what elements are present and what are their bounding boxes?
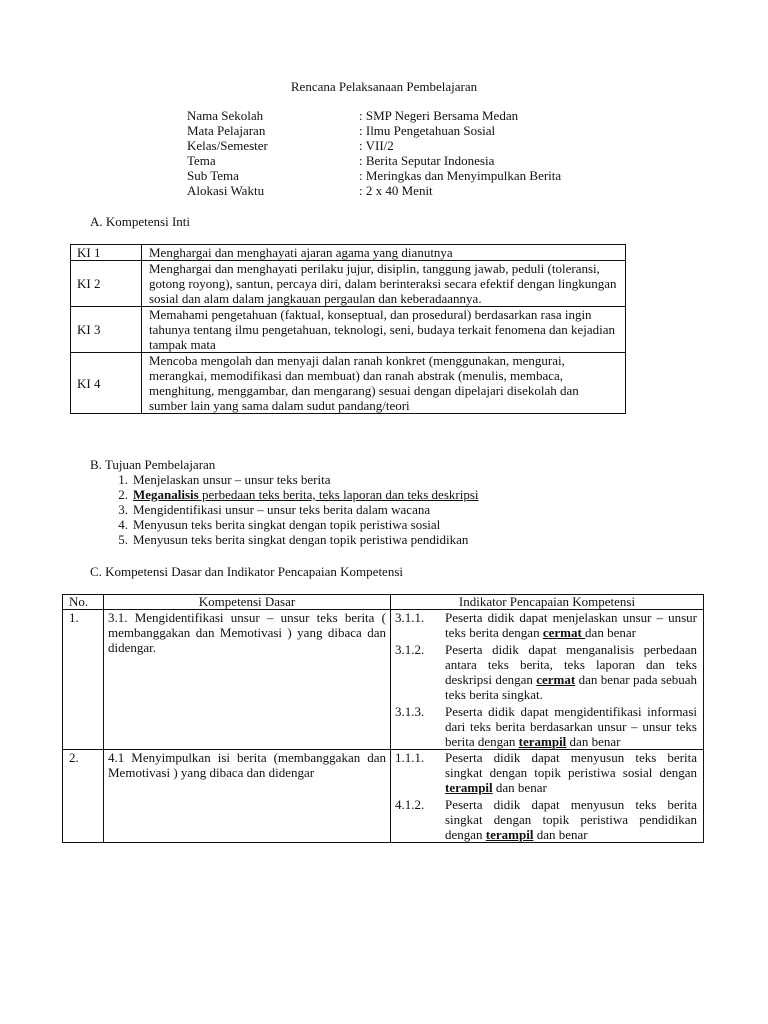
info-value: : SMP Negeri Bersama Medan: [359, 108, 519, 123]
row-number: 1.: [63, 610, 104, 750]
indikator-text: [445, 642, 697, 702]
indikator-item: [395, 750, 697, 795]
kd-content: [104, 750, 390, 780]
info-label: Alokasi Waktu: [187, 183, 265, 198]
col-header-kd: Kompetensi Dasar: [104, 595, 391, 610]
info-row: [187, 183, 561, 198]
table-row: [71, 245, 626, 261]
list-item: [90, 487, 479, 502]
indikator-item: [395, 610, 697, 640]
keyword: cermat: [542, 625, 586, 640]
list-number: 2.: [118, 487, 128, 502]
indikator-item: [395, 797, 697, 842]
kd-cell: [104, 750, 391, 843]
indikator-text-part: Peserta didik dapat mengidentifikasi informasi dari teks berita berdasarkan unsur – unsur teks berita dengan: [445, 704, 697, 749]
row-number: 2.: [63, 750, 104, 843]
list-item: [90, 532, 479, 547]
list-text: Mengidentifikasi unsur – unsur teks berita dalam wacana: [133, 502, 431, 517]
table-row: [71, 353, 626, 414]
info-value: : Berita Seputar Indonesia: [359, 153, 495, 168]
indikator-number: 3.1.1.: [395, 610, 425, 625]
ki-text: Menghargai dan menghayati ajaran agama yang dianutnya: [142, 245, 626, 261]
identity-block: [187, 108, 561, 198]
kd-number: 3.1.: [108, 610, 128, 625]
bold-keyword: Meganalisis: [133, 487, 199, 502]
ki-text: Memahami pengetahuan (faktual, konseptual, dan prosedural) berdasarkan rasa ingin tahunya tentang ilmu pengetahuan, teknologi, seni, budaya terkait fenomena dan kejadian tampak mata: [142, 307, 626, 353]
list-text-underlined: [133, 487, 479, 502]
ki-key: KI 4: [71, 353, 142, 414]
info-label: Tema: [187, 153, 216, 168]
indikator-number: 1.1.1.: [395, 750, 425, 765]
table-row: [63, 750, 704, 843]
indikator-cell: [391, 610, 704, 750]
section-b-heading: B. Tujuan Pembelajaran: [90, 457, 216, 472]
section-a-heading: A. Kompetensi Inti: [90, 214, 191, 229]
indikator-text-part: Peserta didik dapat menjelaskan unsur – unsur teks berita dengan: [445, 610, 697, 640]
indikator-number: 3.1.2.: [395, 642, 425, 657]
section-c-heading: C. Kompetensi Dasar dan Indikator Pencapaian Kompetensi: [90, 564, 403, 579]
keyword: terampil: [485, 827, 534, 842]
ki-key: KI 3: [71, 307, 142, 353]
kompetensi-dasar-table: [62, 594, 704, 843]
table-header-row: [63, 595, 704, 610]
list-number: 1.: [118, 472, 128, 487]
indikator-item: [395, 704, 697, 749]
keyword: cermat: [536, 672, 576, 687]
indikator-text-part: dan benar: [492, 780, 547, 795]
indikator-text: [445, 610, 697, 640]
info-label: Sub Tema: [187, 168, 239, 183]
indikator-text-part: dan benar: [585, 625, 636, 640]
info-value: : VII/2: [359, 138, 394, 153]
indikator-text-part: Peserta didik dapat menganalisis perbedaan antara teks berita, teks laporan dan teks deskripsi dengan: [445, 642, 697, 687]
list-number: 3.: [118, 502, 128, 517]
info-value: : Ilmu Pengetahuan Sosial: [359, 123, 496, 138]
list-item: [90, 502, 479, 517]
ki-key: KI 1: [71, 245, 142, 261]
table-row: [71, 307, 626, 353]
info-row: [187, 108, 561, 123]
info-label: Mata Pelajaran: [187, 123, 266, 138]
indikator-text-part: Peserta didik dapat menyusun teks berita singkat dengan topik peristiwa pendidikan dengan: [445, 797, 697, 842]
indikator-number: 4.1.2.: [395, 797, 425, 812]
col-header-no: No.: [63, 595, 104, 610]
kompetensi-inti-table: [70, 244, 626, 414]
tujuan-list: [90, 472, 479, 547]
indikator-text: [445, 750, 697, 795]
info-label: Nama Sekolah: [187, 108, 264, 123]
kd-cell: [104, 610, 391, 750]
indikator-number: 3.1.3.: [395, 704, 425, 719]
kd-content: [104, 610, 390, 655]
list-text: Menjelaskan unsur – unsur teks berita: [133, 472, 331, 487]
keyword: terampil: [445, 780, 493, 795]
list-text: Menyusun teks berita singkat dengan topik peristiwa pendidikan: [133, 532, 469, 547]
indikator-text: [445, 704, 697, 749]
list-item: [90, 517, 479, 532]
col-header-indikator: Indikator Pencapaian Kompetensi: [391, 595, 704, 610]
indikator-text-part: dan benar: [533, 827, 588, 842]
list-number: 5.: [118, 532, 128, 547]
indikator-text-part: dan benar: [566, 734, 621, 749]
ki-text: Menghargai dan menghayati perilaku jujur, disiplin, tanggung jawab, peduli (toleransi, gotong royong), santun, percaya diri, dalam berinteraksi secara efektif dengan lingkungan sosial dan alam dalam jangkauan pergaulan dan keberadaannya.: [142, 261, 626, 307]
indikator-text-part: dan benar pada sebuah teks berita singkat.: [445, 672, 698, 702]
indikator-cell: [391, 750, 704, 843]
indikator-text-part: Peserta didik dapat menyusun teks berita singkat dengan topik peristiwa sosial dengan: [445, 750, 697, 780]
info-value: : 2 x 40 Menit: [359, 183, 433, 198]
ki-text: Mencoba mengolah dan menyaji dalan ranah konkret (menggunakan, mengurai, merangkai, memodifikasi dan membuat) dan ranah abstrak (menulis, membaca, menghitung, menggambar, dan mengarang) sesuai dengan dipelajari disekolah dan sumber lain yang sama dalam sudut pandang/teori: [142, 353, 626, 414]
kd-text: Menyimpulkan isi berita (membanggakan dan Memotivasi ) yang dibaca dan didengar: [108, 750, 387, 780]
list-text: Menyusun teks berita singkat dengan topik peristiwa sosial: [133, 517, 441, 532]
kd-number: 4.1: [108, 750, 125, 765]
kd-text: Mengidentifikasi unsur – unsur teks berita ( membanggakan dan Memotivasi ) yang dibaca dan didengar.: [108, 610, 386, 655]
info-row: [187, 153, 561, 168]
table-row: [63, 610, 704, 750]
keyword: terampil: [518, 734, 567, 749]
ki-key: KI 2: [71, 261, 142, 307]
info-row: [187, 123, 561, 138]
info-row: [187, 138, 561, 153]
indikator-text: [445, 797, 697, 842]
list-number: 4.: [118, 517, 128, 532]
info-row: [187, 168, 561, 183]
document-title: Rencana Pelaksanaan Pembelajaran: [290, 79, 478, 94]
indikator-item: [395, 642, 697, 702]
table-row: [71, 261, 626, 307]
list-text: perbedaan teks berita, teks laporan dan teks deskripsi: [198, 487, 479, 502]
list-item: [90, 472, 479, 487]
info-label: Kelas/Semester: [187, 138, 268, 153]
info-value: : Meringkas dan Menyimpulkan Berita: [359, 168, 562, 183]
